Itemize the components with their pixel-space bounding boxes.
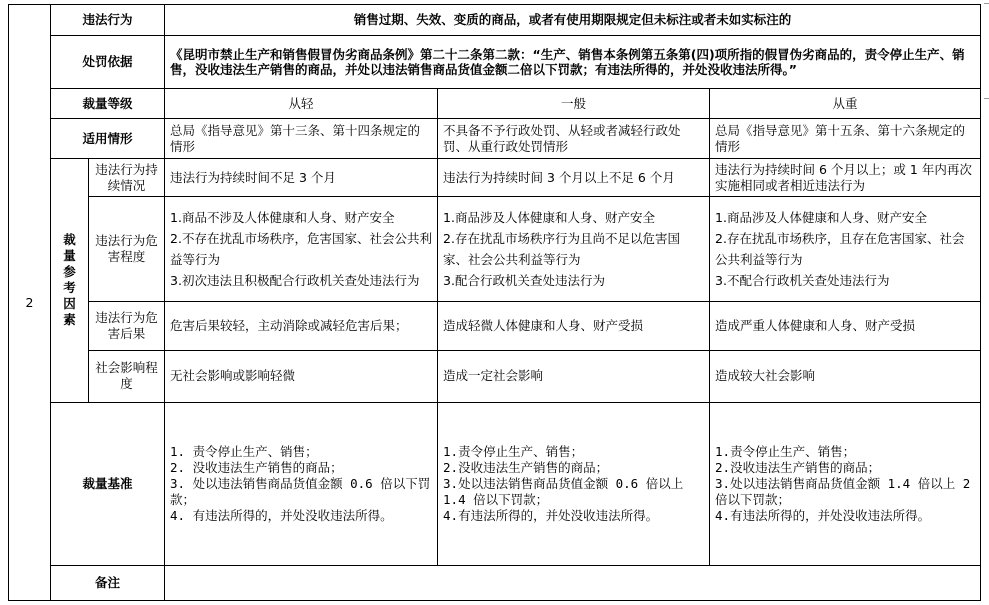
harm-consequence-heavy [710,302,981,350]
cell-line: 2.没收违法生产销售的商品； [443,459,609,475]
harm-degree-label: 违法行为危害程度 [89,197,165,302]
cell-line: 无社会影响或影响轻微 [170,368,296,384]
harm-degree-light [165,197,438,302]
row-duration [9,159,981,197]
row-harm-consequence [9,302,981,350]
cell-line: 造成较大社会影响 [715,368,816,384]
row-applicable [9,119,981,159]
remarks-label: 备注 [51,565,165,600]
applicable-label: 适用情形 [51,119,165,159]
cell-line: 造成一定社会影响 [443,368,544,384]
standard-heavy [710,402,981,565]
cell-line: 2.存在扰乱市场秩序，且存在危害国家、社会公共利益等行为 [715,231,965,268]
row-violation [9,5,981,36]
applicable-normal: 不具备不予行政处罚、从轻或者减轻行政处罚、从重行政处罚情形 [438,119,710,159]
row-discretion-level [9,89,981,119]
row-number: 2 [9,5,51,601]
cell-line: 违法行为持续时间不足 3 个月 [170,169,336,185]
level-light: 从轻 [165,89,438,119]
cell-line: 造成轻微人体健康和人身、财产受损 [443,318,644,333]
row-remarks [9,565,981,600]
cell-line: 2.不存在扰乱市场秩序，危害国家、社会公共利益等行为 [170,231,432,268]
harm-degree-normal [438,197,710,302]
social-impact-light [165,350,438,402]
remarks-text[interactable] [165,565,981,600]
social-impact-label: 社会影响程度 [89,350,165,402]
standard-light [165,402,438,565]
social-impact-heavy [710,350,981,402]
duration-heavy [710,159,981,197]
cell-line: 1.商品涉及人体健康和人身、财产安全 [715,210,927,226]
cell-line: 2.没收违法生产销售的商品； [715,459,881,475]
standard-label: 裁量基准 [51,402,165,565]
discretion-table [8,4,981,601]
factors-char: 裁 [63,232,76,248]
row-social-impact [9,350,981,402]
harm-consequence-light [165,302,438,350]
row-penalty-basis [9,36,981,89]
edge-tick [984,98,989,99]
level-normal: 一般 [438,89,710,119]
violation-text: 销售过期、失效、变质的商品，或者有使用期限规定但未标注或者未如实标注的 [165,5,981,36]
cell-line: 造成严重人体健康和人身、财产受损 [715,318,916,333]
window-edge [983,0,989,605]
cell-line: 危害后果较轻，主动消除或减轻危害后果； [170,318,408,333]
cell-line: 1.商品不涉及人体健康和人身、财产安全 [170,210,395,226]
duration-normal [438,159,710,197]
penalty-basis-text: 《昆明市禁止生产和销售假冒伪劣商品条例》第二十二条第二款：“生产、销售本条例第五条第(四)项所指的假冒伪劣商品的，责令停止生产、销售，没收违法生产销售的商品，并处以违法销售商品货值金额二倍以下罚款；有违法所得的，并处没收违法所得。” [165,36,981,89]
social-impact-normal [438,350,710,402]
cell-line: 4.有违法所得的，并处没收违法所得。 [715,507,931,523]
edge-tick [984,3,989,4]
row-harm-degree [9,197,981,302]
cell-line: 1.责令停止生产、销售； [443,443,584,459]
cell-line: 4.有违法所得的，并处没收违法所得。 [443,507,659,523]
duration-label: 违法行为持续情况 [89,159,165,197]
level-heavy: 从重 [710,89,981,119]
standard-normal [438,402,710,565]
cell-line: 4. 有违法所得的，并处没收违法所得。 [170,507,393,523]
harm-consequence-label: 违法行为危害后果 [89,302,165,350]
discretion-level-label: 裁量等级 [51,89,165,119]
factors-group-label [51,159,89,402]
violation-label: 违法行为 [51,5,165,36]
factors-char: 考 [63,280,76,296]
cell-line: 1. 责令停止生产、销售； [170,443,318,459]
factors-char: 因 [63,296,76,312]
duration-light [165,159,438,197]
applicable-light: 总局《指导意见》第十三条、第十四条规定的情形 [165,119,438,159]
harm-degree-heavy [710,197,981,302]
row-standard [9,402,981,565]
cell-line: 1.商品涉及人体健康和人身、财产安全 [443,210,655,226]
cell-line: 违法行为持续时间 6 个月以上；或 1 年内再次实施相同或者相近违法行为 [715,161,972,193]
penalty-basis-label: 处罚依据 [51,36,165,89]
cell-line: 3. 处以违法销售商品货值金额 0.6 倍以下罚款； [170,475,431,507]
cell-line: 3.处以违法销售商品货值金额 1.4 倍以上 2 倍以下罚款； [715,475,971,507]
cell-line: 3.处以违法销售商品货值金额 0.6 倍以上 1.4 倍以下罚款； [443,475,684,507]
cell-line: 3.不配合行政机关查处违法行为 [715,273,890,289]
cell-line: 1.责令停止生产、销售； [715,443,856,459]
factors-char: 量 [63,248,76,264]
cell-line: 2.存在扰乱市场秩序行为且尚不足以危害国家、社会公共利益等行为 [443,231,680,268]
cell-line: 3.初次违法且积极配合行政机关查处违法行为 [170,273,420,289]
factors-char: 参 [63,264,76,280]
applicable-heavy: 总局《指导意见》第十五条、第十六条规定的情形 [710,119,981,159]
cell-line: 违法行为持续时间 3 个月以上不足 6 个月 [443,169,675,185]
cell-line: 3.配合行政机关查处违法行为 [443,273,605,289]
cell-line: 2. 没收违法生产销售的商品； [170,459,343,475]
harm-consequence-normal [438,302,710,350]
factors-char: 素 [63,312,76,328]
